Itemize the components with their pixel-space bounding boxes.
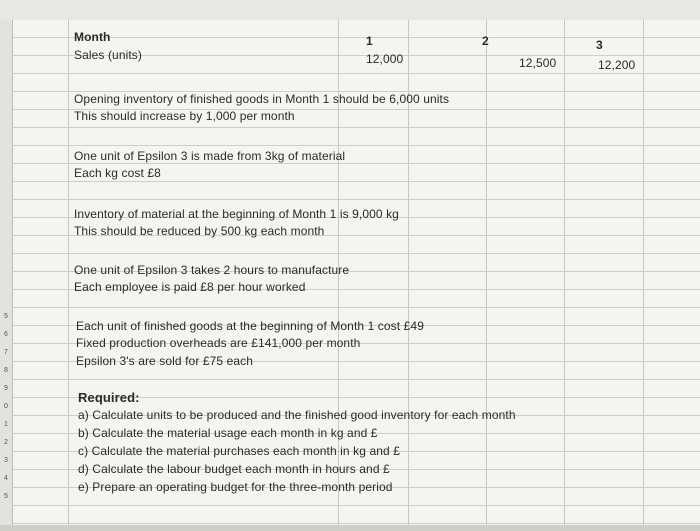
- row-number: 1: [4, 421, 8, 428]
- row-number: 0: [4, 403, 8, 410]
- column-divider: [486, 20, 487, 525]
- required-item-d: d) Calculate the labour budget each month in hours and £: [78, 462, 390, 476]
- bottom-edge: [0, 525, 700, 531]
- row-number: 5: [4, 493, 8, 500]
- row-number: 4: [4, 475, 8, 482]
- row-number: 8: [4, 367, 8, 374]
- month-2-header: 2: [482, 34, 489, 48]
- row-number: 6: [4, 331, 8, 338]
- column-divider: [564, 20, 565, 525]
- required-item-a: a) Calculate units to be produced and the finished good inventory for each month: [78, 408, 516, 422]
- row-number: 7: [4, 349, 8, 356]
- required-item-b: b) Calculate the material usage each month in kg and £: [78, 426, 378, 440]
- month-label: Month: [74, 30, 111, 44]
- sales-month-2: 12,500: [519, 56, 557, 70]
- note-inventory-material-2: This should be reduced by 500 kg each month: [74, 224, 325, 238]
- note-material-2: Each kg cost £8: [74, 166, 161, 180]
- note-cost-3: Epsilon 3's are sold for £75 each: [76, 354, 254, 368]
- month-1-header: 1: [366, 34, 373, 48]
- row-number: 9: [4, 385, 8, 392]
- spreadsheet-grid: [0, 20, 700, 525]
- required-item-c: c) Calculate the material purchases each month in kg and £: [78, 444, 400, 458]
- note-inventory-goods-2: This should increase by 1,000 per month: [74, 109, 295, 123]
- note-inventory-goods-1: Opening inventory of finished goods in Month 1 should be 6,000 units: [74, 92, 450, 106]
- column-divider: [68, 20, 69, 525]
- row-number: 5: [4, 313, 8, 320]
- sales-label: Sales (units): [74, 48, 142, 62]
- row-number: 2: [4, 439, 8, 446]
- note-material-1: One unit of Epsilon 3 is made from 3kg of material: [74, 149, 346, 163]
- note-cost-2: Fixed production overheads are £141,000 per month: [76, 336, 361, 350]
- month-3-header: 3: [596, 38, 603, 52]
- note-labour-2: Each employee is paid £8 per hour worked: [74, 280, 306, 294]
- sales-month-3: 12,200: [598, 58, 636, 72]
- row-number-column: [0, 20, 13, 525]
- column-divider: [643, 20, 644, 525]
- note-cost-1: Each unit of finished goods at the beginning of Month 1 cost £49: [76, 319, 424, 333]
- row-number: 3: [4, 457, 8, 464]
- note-labour-1: One unit of Epsilon 3 takes 2 hours to manufacture: [74, 263, 350, 277]
- required-item-e: e) Prepare an operating budget for the three-month period: [78, 480, 393, 494]
- sales-month-1: 12,000: [366, 52, 404, 66]
- note-inventory-material-1: Inventory of material at the beginning of Month 1 is 9,000 kg: [74, 207, 399, 221]
- top-bar: [0, 0, 700, 21]
- required-heading: Required:: [78, 390, 140, 405]
